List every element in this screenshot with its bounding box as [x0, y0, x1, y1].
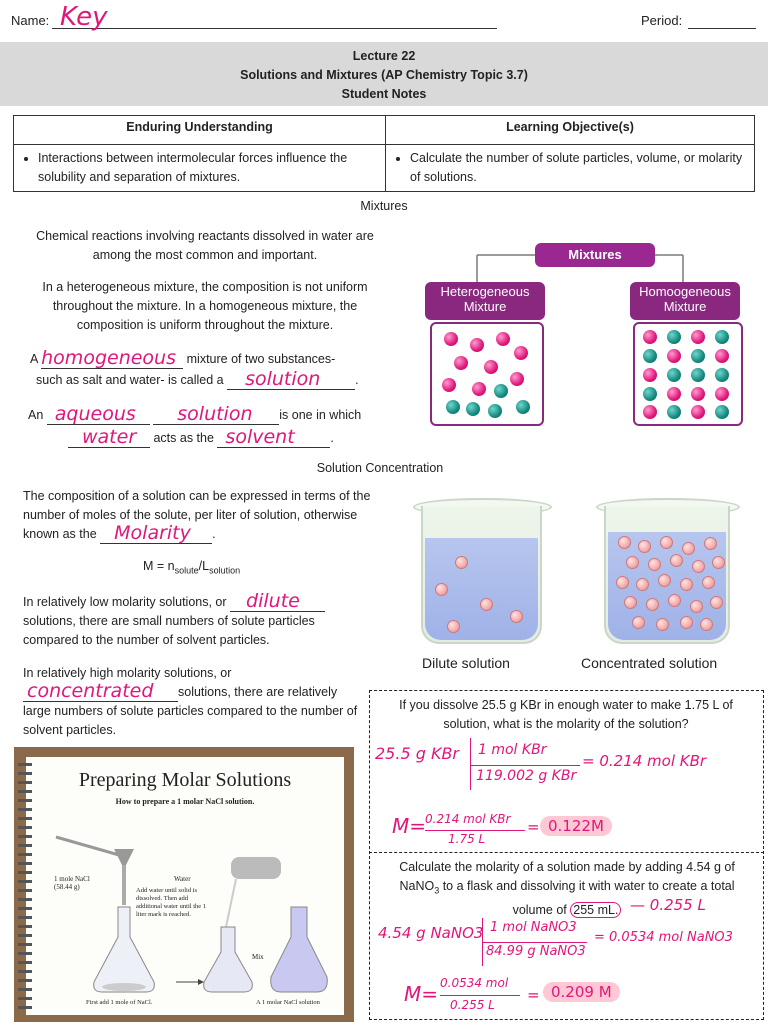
instructions-label: Add water until solid is dissolved. Then add additional water until the 1 liter mark is reached.: [136, 887, 207, 918]
q2-hbar: [482, 942, 587, 943]
q2-conv-value: 0.255 L: [649, 896, 706, 914]
p4-word-a: An: [28, 408, 44, 422]
q2-m-den: 0.255 L: [450, 998, 495, 1012]
formula-m: M = n: [143, 559, 175, 573]
mix-label: Mix: [252, 953, 264, 961]
problem-1-text: If you dissolve 25.5 g KBr in enough water to make 1.75 L of solution, what is the molarity of the solution?: [399, 698, 733, 731]
p3-fill-1: homogeneous: [41, 347, 176, 369]
mixtures-heading: Mixtures: [360, 199, 408, 213]
p4-fill-1: aqueous: [54, 403, 136, 425]
q1-work-b: 1 mol KBr: [478, 742, 547, 758]
q1-m-den: 1.75 L: [448, 832, 486, 846]
concentrated-fill: concentrated: [27, 680, 154, 702]
dilute-beaker: [413, 498, 548, 646]
heterogeneous-box: [430, 322, 544, 426]
p4-blank-1: [47, 403, 150, 425]
poster-title: Preparing Molar Solutions: [78, 769, 292, 791]
q1-equals: =: [527, 818, 540, 836]
p3-blank-2: [227, 368, 355, 390]
q1-m-num: 0.214 mol KBr: [425, 812, 511, 826]
mixtures-p3-line1: [30, 347, 336, 369]
molarity-fill: Molarity: [114, 522, 191, 544]
q2-volume: 255 mL.: [570, 902, 621, 918]
p4-fill-4: solvent: [225, 426, 295, 448]
col2-cell: [386, 145, 755, 192]
q2-text-b: to a flask and dissolving it with water to create a total volume of: [442, 879, 735, 917]
mixtures-p1: Chemical reactions involving reactants dissolved in water are among the most common and important.: [36, 229, 374, 262]
q2-equals: =: [527, 986, 540, 1004]
q2-text-a: Calculate the molarity of a solution made by adding 4.54 g of NaNO: [399, 860, 735, 893]
lecture-number: Lecture 22: [352, 49, 416, 63]
molarity-blank: [100, 522, 212, 544]
q2-conversion: — 0.255 L: [630, 896, 706, 914]
dilute-fill: dilute: [246, 590, 300, 612]
period-line: [688, 14, 756, 29]
p3-blank-1: [41, 347, 183, 369]
mixtures-diagram: [425, 240, 755, 430]
p4-text-b: is one in which: [279, 408, 362, 422]
q1-m-frac-bar: [425, 830, 525, 831]
p3-text-c: such as salt and water- is called a: [36, 373, 224, 387]
col1-header: Enduring Understanding: [14, 116, 386, 145]
concentration-p1: The composition of a solution can be expressed in terms of the number of moles of the solute, per liter of solution, otherwise known as the Molarity .: [23, 489, 371, 544]
poster-subtitle: How to prepare a 1 molar NaCl solution.: [115, 797, 255, 806]
p3-word-a: A: [30, 352, 38, 366]
molar-solutions-poster: [14, 747, 354, 1022]
q2-m-num: 0.0534 mol: [440, 976, 509, 990]
q1-work-d: = 0.214 mol KBr: [582, 752, 707, 770]
p4-fill-2: solution: [177, 403, 253, 425]
mole-label: 1 mole NaCl (58.44 g): [54, 875, 90, 891]
name-line: [52, 14, 497, 29]
dilute-beaker-label: Dilute solution: [422, 655, 510, 671]
q1-vbar: [470, 738, 471, 790]
q2-work-b: 1 mol NaNO3: [490, 920, 577, 935]
period-label: Period:: [641, 13, 683, 28]
concentrated-text-b: solutions, there are relatively large numbers of solute particles compared to the number of solvent particles.: [23, 685, 358, 737]
p3-text-b: mixture of two substances-: [186, 352, 336, 366]
p4-blank-3: [68, 426, 150, 448]
name-label: Name:: [11, 13, 50, 28]
q1-answer: 0.122M: [540, 816, 612, 836]
concentrated-beaker-label: Concentrated solution: [581, 655, 718, 671]
concentrated-blank: [23, 680, 178, 702]
mixtures-p2: In a heterogeneous mixture, the composition is not uniform throughout the mixture. In a homogeneous mixture, the composition is uniform throughout the mixture.: [42, 280, 368, 332]
col2-header: Learning Objective(s): [386, 116, 755, 145]
concentration-p3: [23, 664, 363, 740]
p4-blank-2: [153, 403, 279, 425]
problem-box: [369, 690, 764, 1020]
p4-fill-3: water: [82, 426, 137, 448]
diagram-left-label: Heterogeneous Mixture: [425, 282, 545, 320]
mixtures-p3-line2: such as salt and water- is called a solution .: [36, 368, 359, 390]
formula-div: /L: [198, 559, 210, 573]
concentrated-text-a: In relatively high molarity solutions, or: [23, 666, 232, 680]
q2-work-d: = 0.0534 mol NaNO3: [594, 930, 733, 945]
q2-work-c: 84.99 g NaNO3: [486, 944, 586, 959]
understanding-table: [13, 115, 755, 192]
diagram-right-label: Homoogeneous Mixture: [630, 282, 740, 320]
formula-sub-solution: solution: [209, 565, 241, 576]
dilute-blank: [230, 590, 325, 612]
q2-work-a: 4.54 g NaNO3: [378, 924, 484, 942]
concentration-p1-text: The composition of a solution can be expressed in terms of the number of moles of the solute, per liter of solution, otherwise known as the: [23, 489, 371, 541]
q1-m-label: M=: [392, 814, 427, 838]
p4-blank-4: [217, 426, 330, 448]
concentration-p2: [23, 590, 363, 650]
col2-text: • Calculate the number of solute particles, volume, or molarity of solutions.: [410, 149, 746, 187]
problem-2-text: Calculate the molarity of a solution made by adding 4.54 g of NaNO$_3$ to a flask and dissolving it with water to create a total volume of 255 mL.: [399, 860, 735, 917]
title-band: [0, 42, 768, 106]
step2-label: A 1 molar NaCl solution: [256, 999, 320, 1006]
molarity-formula: [143, 559, 240, 576]
water-label: Water: [174, 875, 191, 883]
page-subtitle: Student Notes: [341, 87, 427, 101]
concentration-heading: Solution Concentration: [316, 461, 444, 475]
col1-text: • Interactions between intermolecular forces influence the solubility and separation of mixtures.: [38, 149, 377, 187]
col1-cell: [14, 145, 386, 192]
poster-paper: [26, 757, 344, 1015]
mixtures-p4-line1: [28, 403, 362, 425]
problem-divider: [369, 852, 764, 853]
dilute-text-a: In relatively low molarity solutions, or: [23, 595, 227, 609]
concentrated-beaker: [596, 498, 736, 646]
q2-answer: 0.209 M: [543, 982, 620, 1002]
page-title: Solutions and Mixtures (AP Chemistry Topic 3.7): [240, 68, 528, 82]
formula-sub-solute: solute: [174, 565, 199, 576]
mixtures-p4-line2: water acts as the solvent .: [68, 429, 334, 448]
q1-work-c: 119.002 g KBr: [476, 768, 577, 784]
q1-work-a: 25.5 g KBr: [375, 744, 459, 763]
p3-fill-2: solution: [245, 368, 321, 390]
homogeneous-box: [633, 322, 743, 426]
q2-m-label: M=: [404, 982, 439, 1006]
diagram-root: Mixtures: [535, 243, 655, 267]
q1-hbar: [470, 765, 580, 766]
q2-m-frac-bar: [440, 995, 520, 996]
p4-text-c: acts as the: [153, 431, 214, 445]
name-value: Key: [60, 2, 108, 32]
dilute-text-b: solutions, there are small numbers of solute particles compared to the number of solvent particles.: [23, 614, 315, 647]
poster-illustration: [26, 757, 344, 1015]
step1-label: First add 1 mole of NaCl.: [86, 999, 153, 1006]
